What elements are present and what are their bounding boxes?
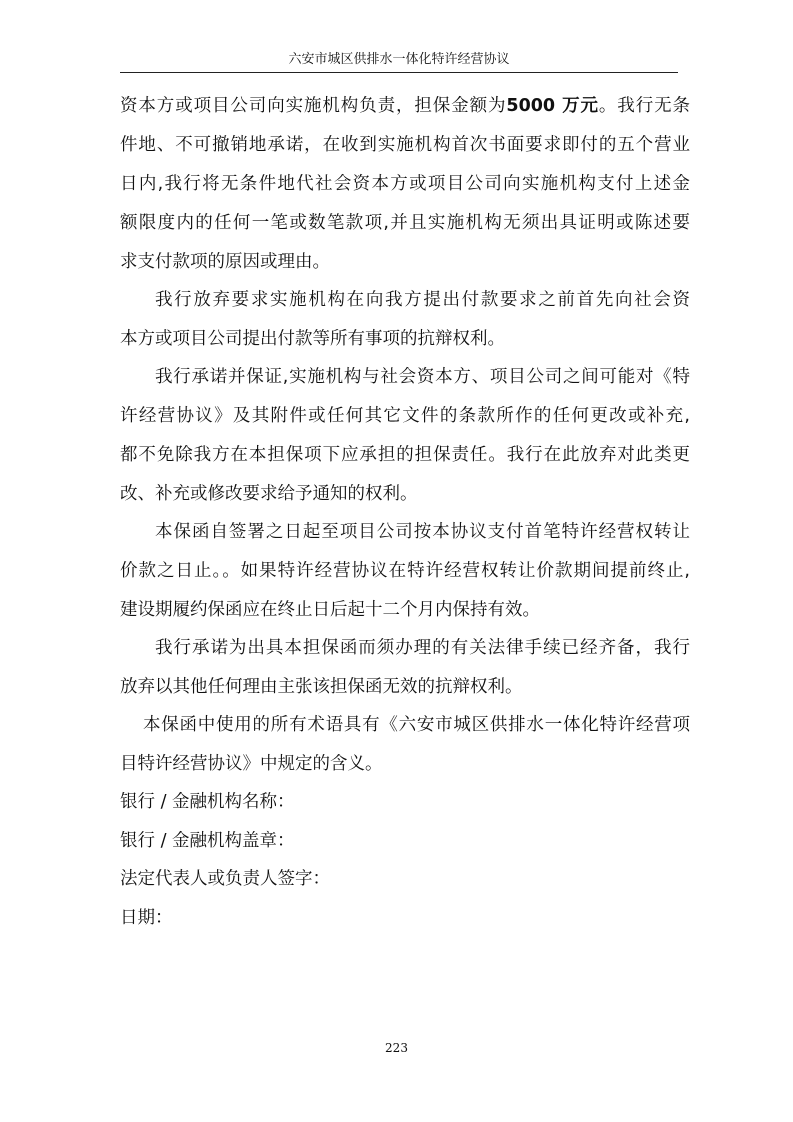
paragraph-3-line-2: 许经营协议》及其附件或任何其它文件的条款所作的任何更改或补充, [120, 406, 690, 426]
paragraph-3-line-1: 我行承诺并保证,实施机构与社会资本方、项目公司之间可能对《特 [155, 367, 690, 387]
paragraph-4-line-2: 价款之日止。。如果特许经营协议在特许经营权转让价款期间提前终止, [120, 561, 690, 581]
paragraph-1-line-3: 日内,我行将无条件地代社会资本方或项目公司向实施机构支付上述金 [120, 174, 690, 194]
page-number: 223 [385, 1041, 408, 1055]
paragraph-6-line-2: 目特许经营协议》中规定的含义。 [120, 754, 383, 774]
paragraph-2-line-1: 我行放弃要求实施机构在向我方提出付款要求之前首先向社会资 [155, 290, 690, 310]
bank-seal-label: 银行 / 金融机构盖章： [120, 831, 295, 851]
paragraph-2-line-2: 本方或项目公司提出付款等所有事项的抗辩权利。 [120, 329, 505, 349]
paragraph-1-line-1 [120, 94, 690, 118]
guarantee-amount: 5000 万元 [506, 96, 599, 116]
paragraph-4-line-1: 本保函自签署之日起至项目公司按本协议支付首笔特许经营权转让 [155, 522, 690, 542]
paragraph-1-line-2: 件地、不可撤销地承诺，在收到实施机构首次书面要求即付的五个营业 [120, 135, 690, 155]
paragraph-1-line-5: 求支付款项的原因或理由。 [120, 252, 330, 272]
paragraph-1-text-b: 。我行无条 [598, 96, 690, 116]
paragraph-3-line-4: 改、补充或修改要求给予通知的权利。 [120, 484, 418, 504]
paragraph-1-line-4: 额限度内的任何一笔或数笔款项,并且实施机构无须出具证明或陈述要 [120, 213, 690, 233]
paragraph-5-line-1: 我行承诺为出具本担保函而须办理的有关法律手续已经齐备，我行 [155, 638, 690, 658]
page-header-title: 六安市城区供排水一体化特许经营协议 [288, 52, 510, 67]
date-label: 日期： [120, 908, 173, 928]
paragraph-4-line-3: 建设期履约保函应在终止日后起十二个月内保持有效。 [120, 600, 540, 620]
paragraph-6-line-1: 本保函中使用的所有术语具有《六安市城区供排水一体化特许经营项 [143, 715, 690, 735]
header-divider [120, 72, 678, 73]
paragraph-5-line-2: 放弃以其他任何理由主张该担保函无效的抗辩权利。 [120, 677, 523, 697]
paragraph-3-line-3: 都不免除我方在本担保项下应承担的担保责任。我行在此放弃对此类更 [120, 445, 690, 465]
paragraph-1-text-a: 资本方或项目公司向实施机构负责，担保金额为 [120, 96, 507, 116]
legal-representative-label: 法定代表人或负责人签字： [120, 869, 330, 889]
bank-name-label: 银行 / 金融机构名称： [120, 792, 295, 812]
